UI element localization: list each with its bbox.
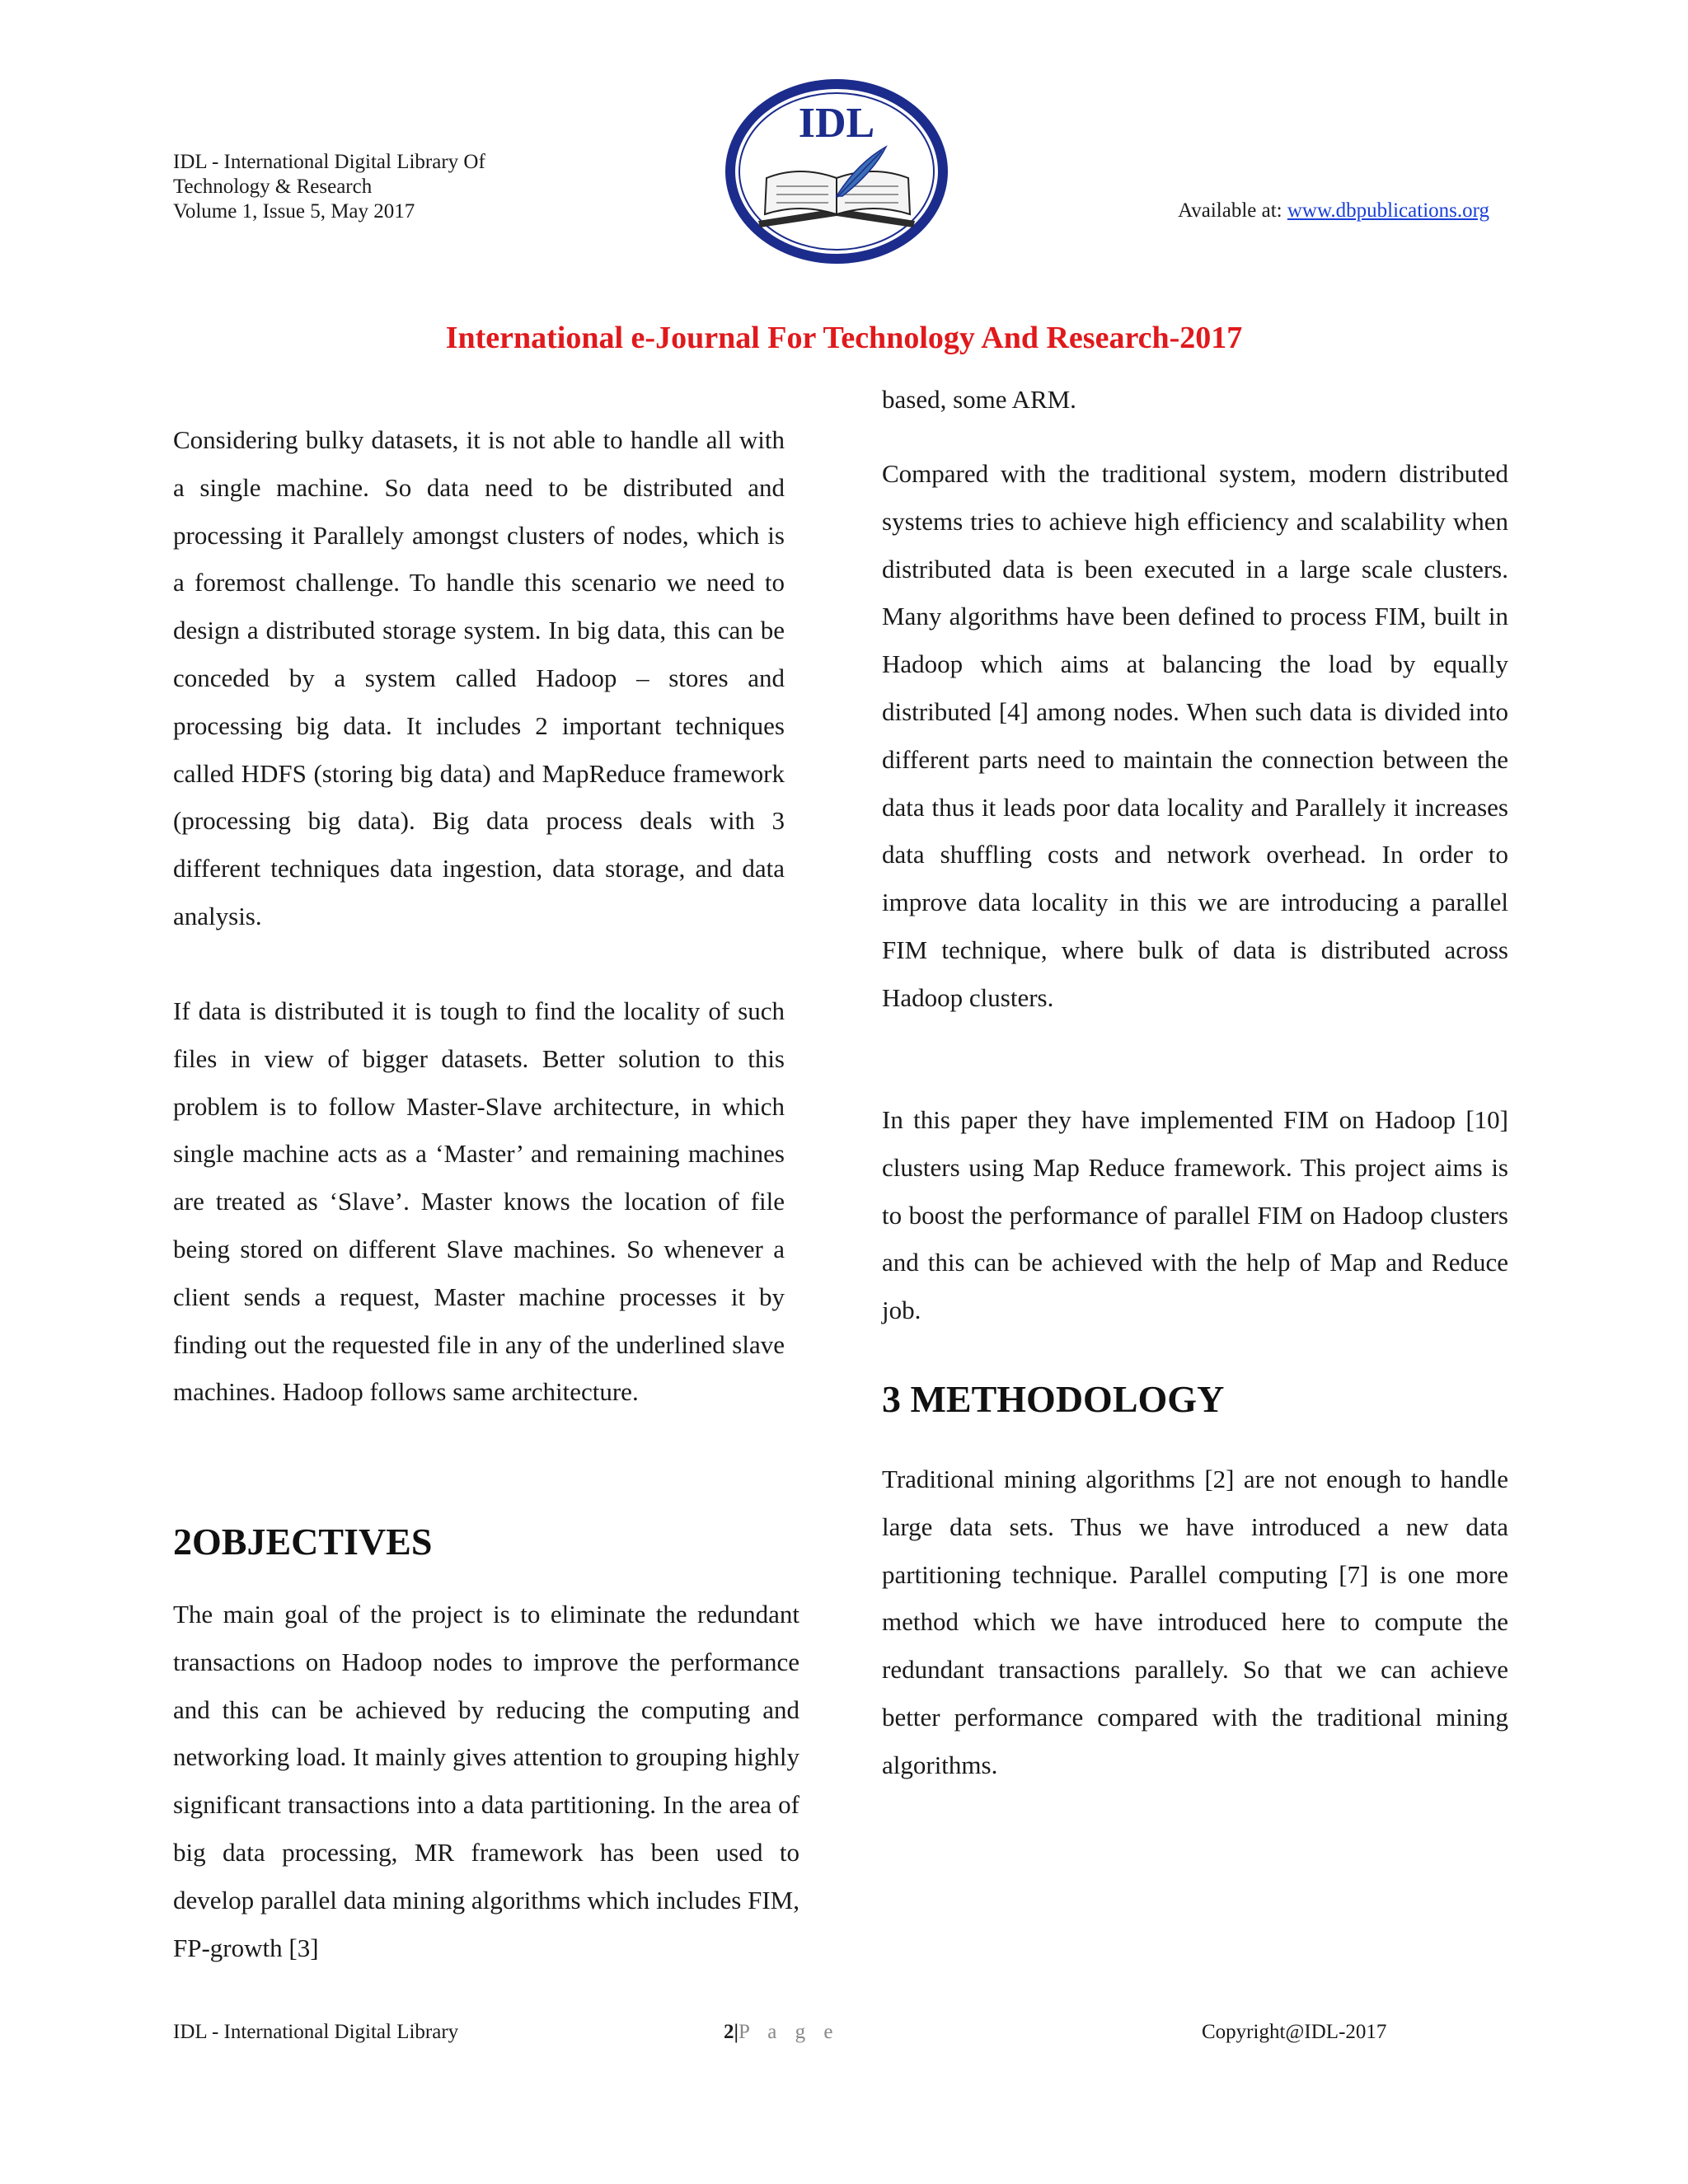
- right-column-bottom: [882, 1455, 1508, 1789]
- journal-title: International e-Journal For Technology And Research-2017: [445, 321, 1243, 355]
- footer-copyright: Copyright@IDL-2017: [1202, 2021, 1387, 2043]
- page-label: P a g e: [738, 2021, 840, 2043]
- left-column-top: [173, 416, 785, 940]
- idl-logo: [717, 73, 956, 270]
- right-column-methodology: [882, 1375, 1508, 1424]
- heading-objectives: 2OBJECTIVES: [173, 1521, 433, 1563]
- paragraph-master-slave: If data is distributed it is tough to find the locality of such files in view of bigger datasets. Better solution to this problem is to follow Master-Slave architecture, in which single machine acts as a ‘Master’ and remaining machines are treated as ‘Slave’. Master knows the location of file being stored on different Slave machines. So whenever a client sends a request, Master machine processes it by finding out the requested file in any of the underlined slave machines. Hadoop follows same architecture.: [173, 996, 785, 1407]
- left-column-objectives: [173, 1517, 785, 1567]
- paragraph-main-goal: The main goal of the project is to eliminate the redundant transactions on Hadoop nodes to improve the performance and this can be achieved by reducing the computing and networking load. It mainly gives attention to grouping highly significant transactions into a data partitioning. In the area of big data processing, MR framework has been used to develop parallel data mining algorithms which includes FIM, FP-growth [3]: [173, 1600, 799, 1962]
- paragraph-bulky-datasets: Considering bulky datasets, it is not able to handle all with a single machine. So data need to be distributed and processing it Parallely amongst clusters of nodes, which is a foremost challenge. To handle this scenario we need to design a distributed storage system. In big data, this can be conceded by a system called Hadoop – stores and processing big data. It includes 2 important techniques called HDFS (storing big data) and MapReduce framework (processing big data). Big data process deals with 3 different techniques data ingestion, data storage, and data analysis.: [173, 425, 785, 930]
- logo-text: IDL: [798, 100, 875, 147]
- header-publication-info: [173, 150, 485, 224]
- paragraph-traditional-mining: Traditional mining algorithms [2] are not enough to handle large data sets. Thus we have introduced a new data partitioning technique. Parallel computing [7] is one more method which we have introduced here to compute the redundant transactions parallely. So that we can achieve better performance compared with the traditional mining algorithms.: [882, 1465, 1508, 1779]
- page-separator: |: [734, 2021, 739, 2043]
- right-column-this-paper: [882, 1096, 1508, 1334]
- page-number: 2: [724, 2021, 734, 2043]
- paragraph-compared: Compared with the traditional system, modern distributed systems tries to achieve high efficiency and scalability when distributed data is been executed in a large scale clusters. Many algorithms have been defined to process FIM, built in Hadoop which aims at balancing the load by equally distributed [4] among nodes. When such data is divided into different parts need to maintain the connection between the data thus it leads poor data locality and Parallely it increases data shuffling costs and network overhead. In order to improve data locality in this we are introducing a parallel FIM technique, where bulk of data is distributed across Hadoop clusters.: [882, 459, 1508, 1012]
- heading-methodology: 3 METHODOLOGY: [882, 1378, 1225, 1420]
- available-label: Available at:: [1178, 199, 1287, 222]
- website-link[interactable]: www.dbpublications.org: [1287, 199, 1489, 222]
- right-column-top: [882, 376, 1508, 424]
- left-column-middle: [173, 987, 785, 1416]
- header-line-1: IDL - International Digital Library Of: [173, 151, 485, 173]
- paragraph-this-paper: In this paper they have implemented FIM on Hadoop [10] clusters using Map Reduce framework. This project aims is to boost the performance of parallel FIM on Hadoop clusters and this can be achieved with the help of Map and Reduce job.: [882, 1105, 1508, 1325]
- paragraph-based-arm: based, some ARM.: [882, 385, 1076, 414]
- right-column-compared: [882, 450, 1508, 1022]
- availability-note: [1178, 199, 1489, 223]
- header-line-3: Volume 1, Issue 5, May 2017: [173, 200, 415, 223]
- header-line-2: Technology & Research: [173, 176, 373, 198]
- footer-page-indicator: [724, 2021, 839, 2044]
- footer-library: IDL - International Digital Library: [173, 2021, 459, 2043]
- left-column-bottom: [173, 1591, 799, 1971]
